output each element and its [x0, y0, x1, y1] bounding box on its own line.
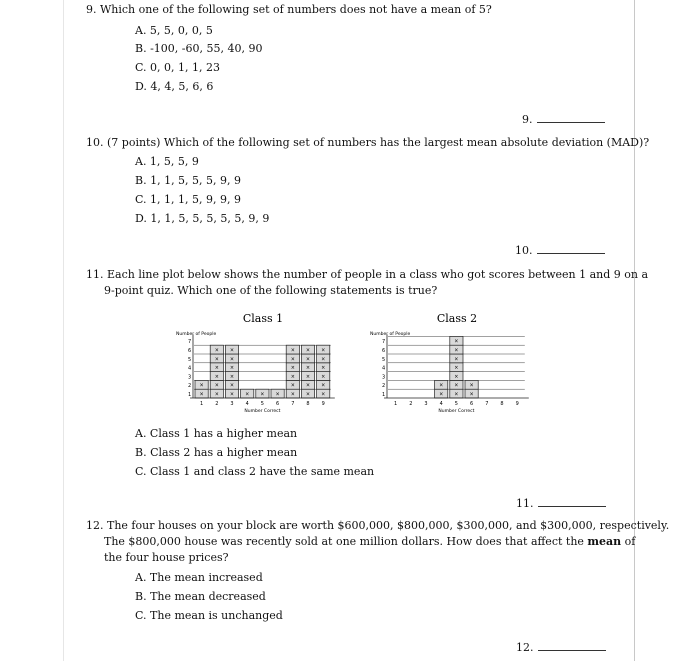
- plot-y-tick-label: 6: [188, 348, 192, 354]
- plot-mark-x: ×: [454, 356, 459, 363]
- plot-mark-x: ×: [321, 347, 326, 354]
- q9-choice-a: A. 5, 5, 0, 0, 5: [135, 24, 213, 37]
- plot-mark-x: ×: [454, 338, 459, 345]
- plot-mark-x: ×: [454, 365, 459, 372]
- plot-mark-x: ×: [321, 356, 326, 363]
- plot-x-tick-label: 4: [439, 401, 443, 407]
- plot-ylabel: Number of People: [176, 332, 217, 337]
- plot-xlabel: Number Correct: [244, 409, 281, 414]
- plot-mark-x: ×: [290, 365, 295, 372]
- plot-x-tick-label: 7: [291, 401, 295, 407]
- page-edge-left: [63, 0, 64, 661]
- class1-line-plot: [168, 308, 358, 416]
- q10-choice-b: B. 1, 1, 5, 5, 5, 9, 9: [135, 174, 242, 187]
- plot-x-tick-label: 9: [515, 401, 519, 407]
- q11-choice-c: C. Class 1 and class 2 have the same mean: [135, 465, 375, 478]
- plot-x-tick-label: 1: [200, 401, 204, 407]
- q9-choice-d: D. 4, 4, 5, 6, 6: [135, 80, 214, 93]
- plot-y-tick-label: 6: [382, 348, 386, 354]
- plot-mark-x: ×: [214, 382, 219, 389]
- plot-mark-x: ×: [290, 356, 295, 363]
- q12-choice-c: C. The mean is unchanged: [135, 609, 283, 622]
- q12-choice-a: A. The mean increased: [135, 571, 263, 584]
- plot-x-tick-label: 5: [260, 401, 264, 407]
- plot-x-tick-label: 4: [245, 401, 249, 407]
- q12-stem-line2-b: of: [621, 535, 636, 548]
- plot-xlabel: Number Correct: [438, 409, 475, 414]
- q11-answer-blank[interactable]: [516, 496, 606, 511]
- plot-mark-x: ×: [439, 382, 444, 389]
- plot-mark-x: ×: [214, 347, 219, 354]
- plot-mark-x: ×: [199, 382, 204, 389]
- q9-choice-b: B. -100, -60, 55, 40, 90: [135, 42, 263, 55]
- plot-mark-x: ×: [305, 347, 311, 354]
- plot-title: Class 2: [436, 312, 478, 325]
- plot-mark-x: ×: [469, 382, 474, 389]
- plot-x-tick-label: 8: [306, 401, 310, 407]
- plot-mark-x: ×: [305, 391, 311, 398]
- q11-answer-line: [538, 496, 606, 507]
- q10-choice-d: D. 1, 1, 5, 5, 5, 5, 5, 9, 9: [135, 212, 270, 225]
- plot-title: Class 1: [242, 312, 284, 325]
- plot-mark-x: ×: [229, 356, 235, 363]
- plot-x-tick-label: 2: [409, 401, 413, 407]
- plot-mark-x: ×: [229, 365, 235, 372]
- plot-x-tick-label: 6: [470, 401, 474, 407]
- q12-stem-line2: [104, 535, 635, 549]
- q11-answer-label: 11.: [516, 497, 534, 510]
- plot-y-tick-label: 3: [382, 374, 386, 381]
- q9-stem: 9. Which one of the following set of numbers does not have a mean of 5?: [86, 3, 492, 16]
- plot-y-tick-label: 4: [188, 365, 192, 372]
- plot-x-tick-label: 7: [485, 401, 489, 407]
- plot-y-tick-label: 1: [382, 392, 386, 398]
- plot-mark-x: ×: [214, 356, 219, 363]
- plot-mark-x: ×: [454, 382, 459, 389]
- plot-mark-x: ×: [321, 391, 326, 398]
- plot-mark-x: ×: [454, 391, 459, 398]
- plot-mark-x: ×: [275, 391, 280, 398]
- plot-mark-x: ×: [321, 365, 326, 372]
- plot-y-tick-label: 7: [382, 339, 386, 346]
- plot-mark-x: ×: [454, 347, 459, 354]
- plot-mark-x: ×: [229, 347, 235, 354]
- plot-mark-x: ×: [439, 391, 444, 398]
- plot-y-tick-label: 5: [188, 356, 192, 363]
- plot-mark-x: ×: [290, 391, 295, 398]
- plot-mark-x: ×: [199, 391, 204, 398]
- q11-stem-line2: 9-point quiz. Which one of the following statements is true?: [104, 284, 438, 297]
- plot-x-tick-label: 3: [230, 401, 234, 407]
- plot-mark-x: ×: [305, 382, 311, 389]
- plot-x-tick-label: 8: [500, 401, 504, 407]
- q12-stem-emphasis: mean: [587, 535, 622, 548]
- q12-choice-b: B. The mean decreased: [135, 590, 266, 603]
- plot-x-tick-label: 5: [454, 401, 458, 407]
- plot-ylabel: Number of People: [370, 332, 411, 337]
- class2-line-plot: [362, 308, 552, 416]
- q11-choice-b: B. Class 2 has a higher mean: [135, 446, 298, 459]
- plot-y-tick-label: 2: [188, 383, 192, 390]
- plot-y-tick-label: 5: [382, 356, 386, 363]
- q9-choice-c: C. 0, 0, 1, 1, 23: [135, 61, 220, 74]
- q12-stem-line1: 12. The four houses on your block are worth $600,000, $800,000, $300,000, and $300,000, respectively.: [86, 519, 670, 532]
- q10-answer-line: [537, 243, 605, 254]
- plot-mark-x: ×: [214, 365, 219, 372]
- plot-y-tick-label: 2: [382, 383, 386, 390]
- plot-mark-x: ×: [290, 373, 295, 380]
- plot-mark-x: ×: [229, 373, 235, 380]
- plot-mark-x: ×: [454, 373, 459, 380]
- plot-mark-x: ×: [290, 382, 295, 389]
- plot-mark-x: ×: [290, 347, 295, 354]
- q12-answer-label: 12.: [516, 641, 534, 654]
- plot-y-tick-label: 4: [382, 365, 386, 372]
- plot-mark-x: ×: [305, 365, 311, 372]
- plot-mark-x: ×: [305, 356, 311, 363]
- plot-mark-x: ×: [214, 391, 219, 398]
- plot-mark-x: ×: [214, 373, 219, 380]
- plot-mark-x: ×: [469, 391, 474, 398]
- plot-mark-x: ×: [245, 391, 250, 398]
- q9-answer-label: 9.: [522, 113, 533, 126]
- plot-x-tick-label: 9: [321, 401, 325, 407]
- plot-mark-x: ×: [321, 382, 326, 389]
- q11-choice-a: A. Class 1 has a higher mean: [135, 427, 298, 440]
- q11-stem-line1: 11. Each line plot below shows the number of people in a class who got scores between 1 and 9 on a: [86, 268, 649, 281]
- plot-mark-x: ×: [229, 382, 235, 389]
- plot-y-tick-label: 1: [188, 392, 192, 398]
- plot-mark-x: ×: [321, 373, 326, 380]
- plot-x-tick-label: 2: [215, 401, 219, 407]
- q10-stem: 10. (7 points) Which of the following set of numbers has the largest mean absolute deviation (MAD)?: [86, 136, 650, 149]
- plot-y-tick-label: 7: [188, 339, 192, 346]
- q9-answer-blank[interactable]: [522, 112, 605, 127]
- q9-answer-line: [537, 112, 605, 123]
- plot-x-tick-label: 1: [394, 401, 398, 407]
- plot-mark-x: ×: [305, 373, 311, 380]
- plot-y-tick-label: 3: [188, 374, 192, 381]
- q10-choice-c: C. 1, 1, 1, 5, 9, 9, 9: [135, 193, 241, 206]
- plot-x-tick-label: 3: [424, 401, 428, 407]
- plot-mark-x: ×: [229, 391, 235, 398]
- q10-answer-label: 10.: [515, 244, 533, 257]
- q12-stem-line3: the four house prices?: [104, 551, 229, 564]
- q10-answer-blank[interactable]: [515, 243, 605, 258]
- plot-x-tick-label: 6: [276, 401, 280, 407]
- q12-stem-line2-a: The $800,000 house was recently sold at one million dollars. How does that affect the: [104, 535, 588, 548]
- q10-choice-a: A. 1, 5, 5, 9: [135, 155, 199, 168]
- q12-answer-line: [538, 640, 606, 651]
- plot-mark-x: ×: [260, 391, 265, 398]
- q12-answer-blank[interactable]: [516, 640, 606, 655]
- page-edge-right: [634, 0, 635, 661]
